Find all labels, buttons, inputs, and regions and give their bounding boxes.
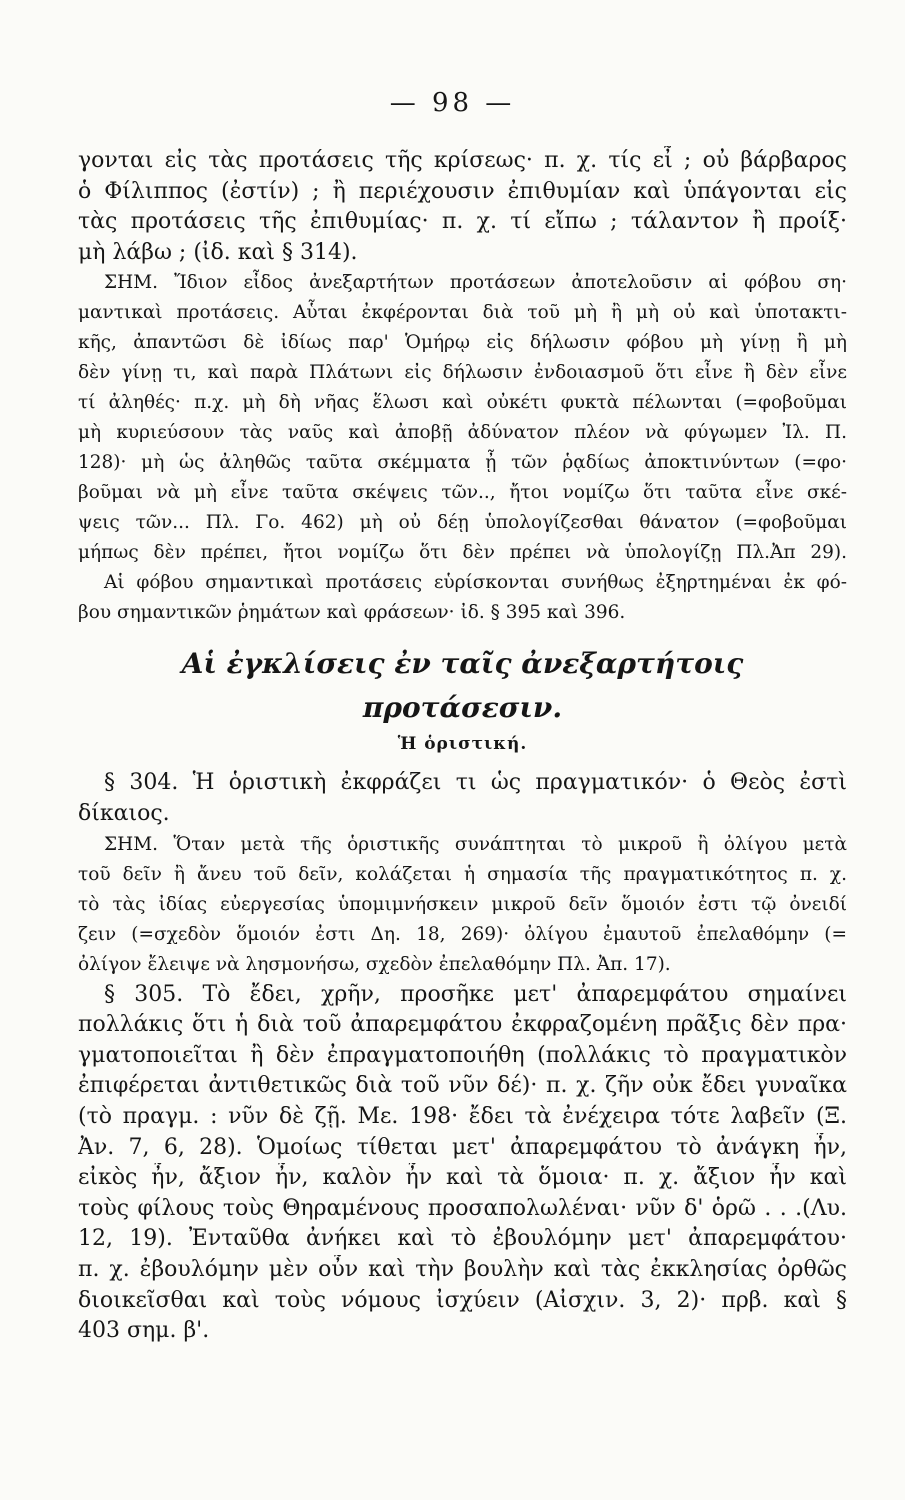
note-line: Αἱ φόβου σημαντικαὶ προτάσεις εὑρίσκονται συνήθως ἐξηρτημέναι ἐκ φό- [104,572,847,594]
page-number: — 98 — [389,88,516,118]
text-line: (τὸ πραγμ. : νῦν δὲ ζῇ. Με. 198· ἔδει τὰ ἐνέχειρα τότε λαβεῖν (Ξ. [78,1103,847,1129]
note-line: βοῦμαι νὰ μὴ εἶνε ταῦτα σκέψεις τῶν.., ἤτοι νομίζω ὅτι ταῦτα εἶνε σκέ- [78,482,847,504]
text-line: § 305. Τὸ ἔδει, χρῆν, προσῆκε μετ' ἀπαρεμφάτου σημαίνει [104,981,847,1007]
text-line: § 304. Ἡ ὁριστικὴ ἐκφράζει τι ὡς πραγματικόν· ὁ Θεὸς ἐστὶ [104,770,847,796]
note-line: ψεις τῶν... Πλ. Γο. 462) μὴ οὐ δέῃ ὑπολογίζεσθαι θάνατον (=φοβοῦμαι [78,512,847,534]
text-line: μὴ λάβω ; (ἰδ. καὶ § 314). [78,239,358,265]
page-body [78,146,847,1347]
text-line: 403 σημ. β'. [78,1318,210,1344]
note-line: δὲν γίνῃ τι, καὶ παρὰ Πλάτωνι εἰς δήλωσιν ἐνδοιασμοῦ ὅτι εἶνε ἢ δὲν εἶνε [78,362,847,384]
text-line: δίκαιος. [78,800,170,826]
note-line: κῆς, ἀπαντῶσι δὲ ἰδίως παρ' Ὁμήρῳ εἰς δήλωσιν φόβου μὴ γίνῃ ἢ μὴ [78,332,847,354]
text-line: 12, 19). Ἐνταῦθα ἀνήκει καὶ τὸ ἐβουλόμην μετ' ἀπαρεμφάτου· [78,1226,847,1252]
text-line: διοικεῖσθαι καὶ τοὺς νόμους ἰσχύειν (Αἰσχιν. 3, 2)· πρβ. καὶ § [78,1287,847,1313]
text-line: π. χ. ἐβουλόμην μὲν οὖν καὶ τὴν βουλὴν καὶ τὰς ἐκκλησίας ὀρθῶς [78,1256,847,1282]
note-line: ὀλίγον ἔλειψε νὰ λησμονήσω, σχεδὸν ἐπελαθόμην Πλ. Ἀπ. 17). [78,953,671,975]
text-line: γονται εἰς τὰς προτάσεις τῆς κρίσεως· π. χ. τίς εἶ ; οὐ βάρβαρος [78,148,847,173]
text-line: πολλάκις ὅτι ἡ διὰ τοῦ ἀπαρεμφάτου ἐκφραζομένη πρᾶξις δὲν πρα· [78,1012,847,1038]
note-line: μὴ κυριεύσουν τὰς ναῦς καὶ ἀποβῇ ἀδύνατον πλέον νὰ φύγωμεν Ἰλ. Π. [78,422,847,444]
note-line: τὸ τὰς ἰδίας εὐεργεσίας ὑπομιμνήσκειν μικροῦ δεῖν ὅμοιόν ἐστι τῷ ὀνειδί [78,893,847,915]
text-line: τὰς προτάσεις τῆς ἐπιθυμίας· π. χ. τί εἴπω ; τάλαντον ἢ προίξ· [78,209,847,235]
section-subheading: Ἡ ὁριστική. [397,734,528,755]
note-line: μήπως δὲν πρέπει, ἤτοι νομίζω ὅτι δὲν πρέπει νὰ ὑπολογίζῃ Πλ.Ἀπ 29). [78,542,847,564]
text-line: εἰκὸς ἦν, ἄξιον ἦν, καλὸν ἦν καὶ τὰ ὅμοια· π. χ. ἄξιον ἦν καὶ [78,1165,847,1191]
note-line: τί ἀληθές· π.χ. μὴ δὴ νῆας ἕλωσι καὶ οὐκέτι φυκτὰ πέλωνται (=φοβοῦμαι [78,392,847,414]
note-line: βου σημαντικῶν ῥημάτων καὶ φράσεων· ἰδ. § 395 καὶ 396. [78,602,626,624]
note-line: ζειν (=σχεδὸν ὅμοιόν ἐστι Δη. 18, 269)· ὀλίγου ἐμαυτοῦ ἐπελαθόμην (= [78,923,847,945]
note-line: μαντικαὶ προτάσεις. Αὗται ἐκφέρονται διὰ τοῦ μὴ ἢ μὴ οὐ καὶ ὑποτακτι- [78,302,847,324]
text-line: Ἀν. 7, 6, 28). Ὁμοίως τίθεται μετ' ἀπαρεμφάτου τὸ ἀνάγκη ἦν, [78,1134,847,1160]
note-line: τοῦ δεῖν ἢ ἄνευ τοῦ δεῖν, κολάζεται ἡ σημασία τῆς πραγματικότητος π. χ. [78,863,847,885]
section-heading: Αἱ ἐγκλίσεις ἐν ταῖς ἀνεξαρτήτοις προτάσεσιν. [181,647,744,725]
note-line: ΣΗΜ. Ὅταν μετὰ τῆς ὁριστικῆς συνάπτηται τὸ μικροῦ ἢ ὀλίγου μετὰ [104,833,847,855]
note-line: ΣΗΜ. Ἴδιον εἶδος ἀνεξαρτήτων προτάσεων ἀποτελοῦσιν αἱ φόβου ση· [104,272,847,294]
text-line: τοὺς φίλους τοὺς Θηραμένους προσαπολωλέναι· νῦν δ' ὁρῶ . . .(Λυ. [78,1195,847,1221]
text-line: γματοποιεῖται ἢ δὲν ἐπραγματοποιήθη (πολλάκις τὸ πραγματικὸν [78,1042,847,1068]
text-line: ὁ Φίλιππος (ἐστίν) ; ἢ περιέχουσιν ἐπιθυμίαν καὶ ὑπάγονται εἰς [78,178,847,204]
text-line: ἐπιφέρεται ἀντιθετικῶς διὰ τοῦ νῦν δέ)· π. χ. ζῆν οὐκ ἔδει γυναῖκα [78,1073,847,1099]
note-line: 128)· μὴ ὡς ἀληθῶς ταῦτα σκέμματα ᾖ τῶν ῥᾳδίως ἀποκτινύντων (=φο· [78,452,847,474]
